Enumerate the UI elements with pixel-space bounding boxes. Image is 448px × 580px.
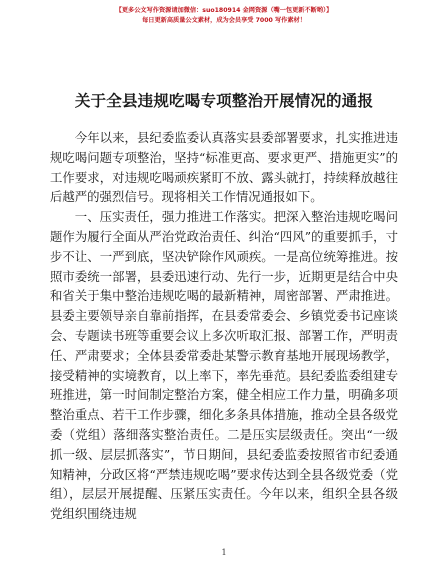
page-number: 1: [221, 548, 227, 557]
promo-banner: [0, 6, 448, 26]
promo-banner-line-1: 【更多公文写作资源请加微信：suo180914 金网资源（嘴一包更新不断哟）】: [115, 7, 333, 14]
document-title: 关于全县违规吃喝专项整治开展情况的通报: [74, 91, 374, 110]
paragraph-section-1: 一、压实责任，强力推进工作落实。把深入整治违规吃喝问题作为履行全面从严治党政治责任、纠治“四风”的重要抓手，寸步不让、一严到底，坚决铲除作风顽疾。一是高位统筹推进。按照市委统一部署，县委迅速行动、先行一步，近期更是结合中央和省关于集中整治违规吃喝的最新精神，周密部署、严肃推进。县委主要领导亲自靠前指挥，在县委常委会、乡镇党委书记座谈会、专题读书班等重要会议上多次听取汇报、部署工作，严明责任、严肃要求；全体县委常委赴某警示教育基地开展现场教学，接受精神的实境教育，以上率下，率先垂范。县纪委监委组建专班推进，第一时间制定整治方案，健全相应工作力量，明确多项整治重点、若干工作步骤，细化多条具体措施，推动全县各级党委（党组）落细落实整治责任。二是压实层级责任。突出“一级抓一级、层层抓落实”，节日期间，县纪委监委按照省市纪委通知精神，分政区将“严禁违规吃喝”要求传达到全县各级党委（党组），层层开展提醒、压紧压实责任。今年以来，组织全县各级党组织围绕违规: [50, 209, 398, 522]
paragraph-intro: 今年以来，县纪委监委认真落实县委部署要求，扎实推进违规吃喝问题专项整治，坚持“标准更高、要求更严、措施更实”的工作要求，对违规吃喝顽疾紧盯不放、露头就打，持续释放越往后越严的强烈信号。现将相关工作情况通报如下。: [50, 130, 398, 205]
document-body: [50, 128, 398, 524]
promo-banner-line-2: 每日更新高质量公文素材，成为会员享受 7000 写作素材！: [142, 17, 306, 24]
